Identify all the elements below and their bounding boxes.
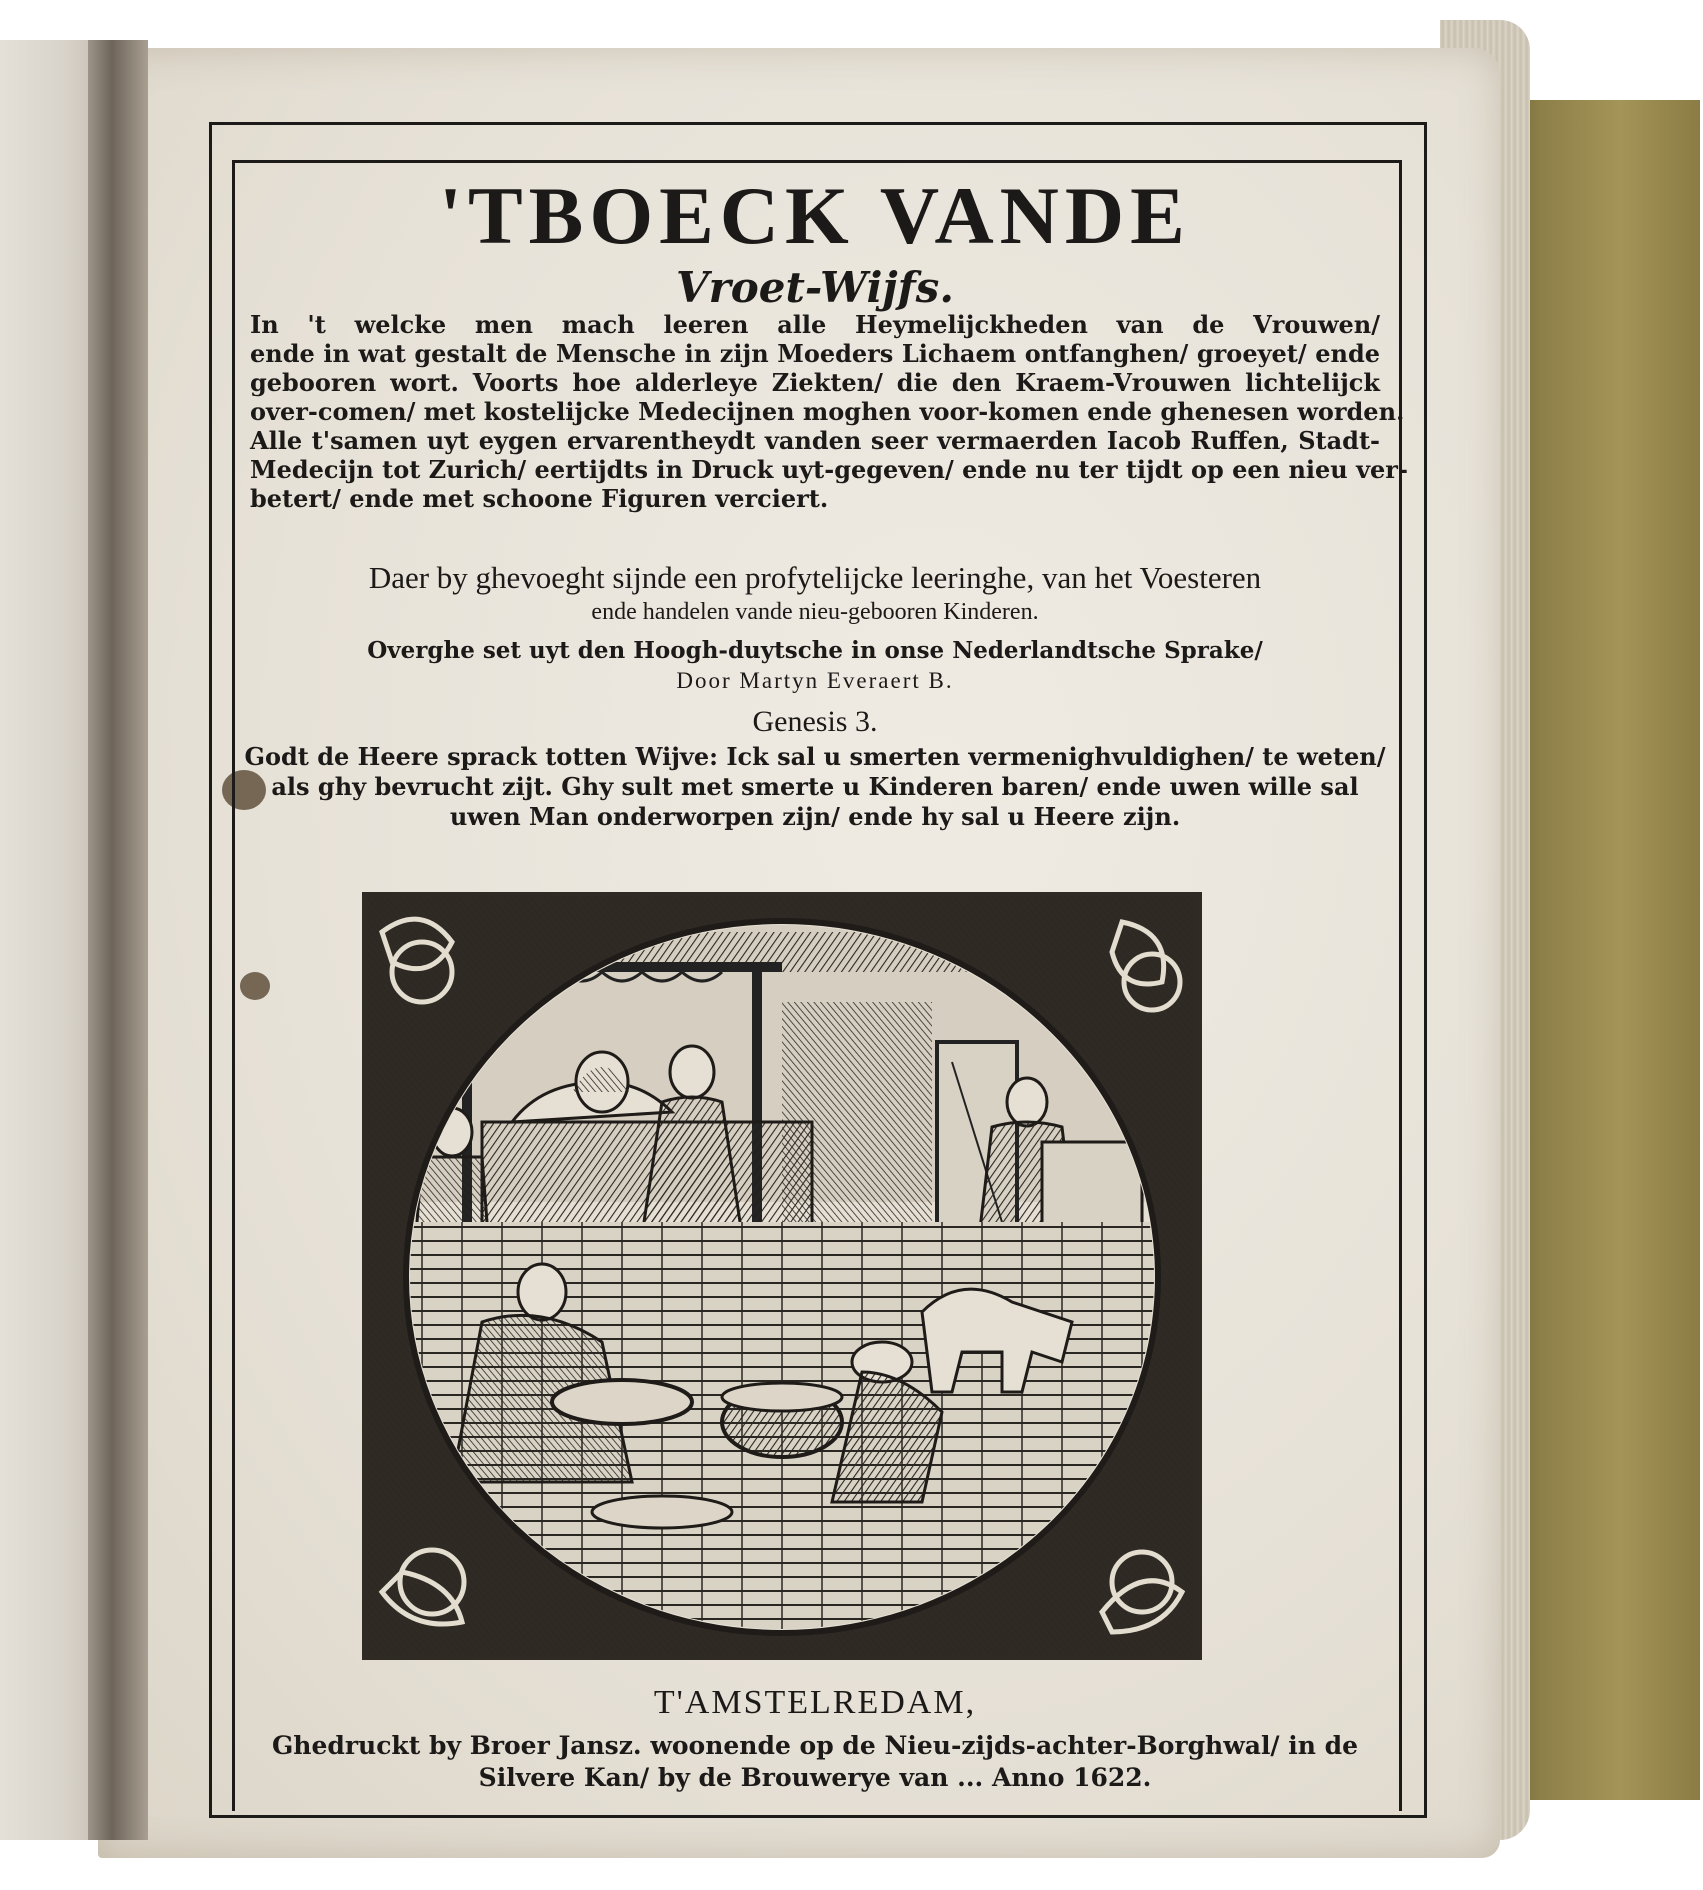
description-line: Medecijn tot Zurich/ eertijdts in Druck uyt-gegeven/ ende nu ter tijdt op een nieu ver- bbox=[250, 455, 1408, 484]
supplement-line-1: Daer by ghevoeght sijnde een profytelijcke leeringhe, van het Voesteren bbox=[368, 560, 1262, 595]
imprint-line: Ghedruckt by Broer Jansz. woonende op de Nieu-zijds-achter-Borghwal/ in de bbox=[271, 1731, 1359, 1760]
translator-name: Door Martyn Everaert B. bbox=[676, 668, 954, 693]
scripture-reference: Genesis 3. bbox=[752, 705, 878, 738]
book-gutter bbox=[88, 40, 148, 1840]
description-block bbox=[250, 310, 1408, 513]
description-line: ende in wat gestalt de Mensche in zijn Moeders Lichaem ontfanghen/ groeyet/ ende bbox=[250, 339, 1380, 368]
supplement-note bbox=[250, 560, 1380, 630]
description-line: gebooren wort. Voorts hoe alderleye Ziekten/ die den Kraem-Vrouwen lichtelijck bbox=[250, 368, 1380, 397]
woodcut-illustration bbox=[362, 892, 1202, 1660]
supplement-line-2: ende handelen vande nieu-gebooren Kinderen. bbox=[591, 599, 1039, 625]
translation-note: Overghe set uyt den Hoogh-duytsche in onse Nederlandtsche Sprake/ bbox=[367, 637, 1263, 664]
description-line: over-comen/ met kostelijcke Medecijnen moghen voor-komen ende ghenesen worden. bbox=[250, 397, 1405, 426]
description-line: Alle t'samen uyt eygen ervarentheydt vanden seer vermaerden Iacob Ruffen, Stadt- bbox=[250, 426, 1380, 455]
imprint-line: Silvere Kan/ by de Brouwerye van ... Anno 1622. bbox=[478, 1763, 1152, 1792]
description-line: In 't welcke men mach leeren alle Heymelijckheden van de Vrouwen/ bbox=[250, 310, 1380, 339]
book-binding bbox=[1500, 100, 1700, 1800]
description-line: betert/ ende met schoone Figuren verciert. bbox=[250, 484, 829, 513]
scripture-quote bbox=[240, 742, 1390, 832]
quote-line: uwen Man onderworpen zijn/ ende hy sal u Heere zijn. bbox=[449, 802, 1181, 831]
quote-line: als ghy bevrucht zijt. Ghy sult met smerte u Kinderen baren/ ende uwen wille sal bbox=[271, 772, 1359, 801]
title-sub: Vroet-Wijfs. bbox=[676, 263, 954, 312]
imprint-city: T'AMSTELREDAM, bbox=[653, 1684, 977, 1721]
printer-imprint bbox=[240, 1730, 1390, 1794]
title-main: 'TBOECK VANDE bbox=[439, 170, 1191, 261]
quote-line: Godt de Heere sprack totten Wijve: Ick sal u smerten vermenighvuldighen/ te weten/ bbox=[244, 742, 1386, 771]
